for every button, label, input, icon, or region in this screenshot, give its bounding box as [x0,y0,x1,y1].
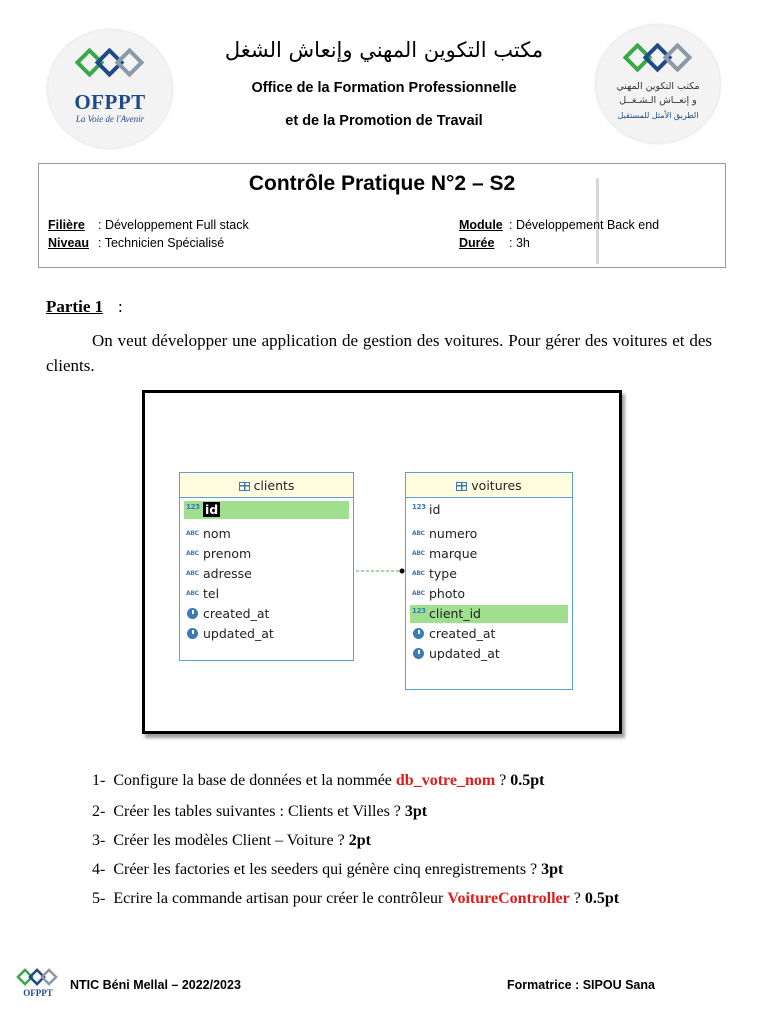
question-highlight: VoitureController [447,890,570,907]
footer-right: Formatrice : SIPOU Sana [507,978,655,992]
module-value: : Développement Back end [509,218,660,232]
duree-value: : 3h [509,236,530,250]
text-type-icon: ABC [186,530,199,537]
duree-label: Durée [459,236,495,250]
question-points: 0.5pt [510,772,545,789]
niveau-value: : Technicien Spécialisé [98,236,225,250]
clock-icon [413,628,424,639]
question-text: Configure la base de données et la nommée [113,772,396,789]
text-type-icon: ABC [412,570,425,577]
field-row-tel [184,585,349,603]
ofppt-logo-left [48,30,172,148]
field-row-nom [184,525,349,543]
part-title: Partie 1 [46,297,104,316]
field-name: updated_at [429,646,500,661]
ofppt-diamonds-icon [623,43,693,77]
field-row-id [410,501,568,519]
clients-table-header [180,473,353,498]
question-text: Créer les factories et les seeders qui génère cinq enregistrements ? [113,861,542,878]
niveau-label: Niveau [48,236,89,250]
number-type-icon: 123 [186,503,200,511]
intro-paragraph: On veut développer une application de gestion des voitures. Pour gérer des voitures et des clients. [46,331,712,375]
question-5 [92,890,619,908]
module-label: Module [459,218,503,232]
field-name: id [205,502,219,517]
footer-logo-icon [16,968,60,988]
text-type-icon: ABC [412,530,425,537]
field-row-prenom [184,545,349,563]
field-name: type [429,566,457,581]
footer-left: NTIC Béni Mellal – 2022/2023 [70,978,241,992]
clients-table [179,472,354,661]
database-diagram [142,390,622,734]
field-row-client_id [410,605,568,623]
question-4 [92,861,563,879]
ofppt-diamonds-icon [75,48,145,82]
number-type-icon: 123 [412,607,426,615]
question-number: 3- [92,832,106,849]
filiere-label: Filière [48,218,85,232]
question-suffix: ? [495,772,511,789]
text-type-icon: ABC [186,590,199,597]
field-row-numero [410,525,568,543]
field-name: photo [429,586,466,601]
question-points: 0.5pt [584,890,620,907]
office-title-line1: Office de la Formation Professionnelle [251,80,517,96]
question-points: 2pt [348,832,371,849]
question-number: 2- [92,803,106,820]
field-row-id [184,501,349,519]
voitures-table-header [406,473,572,498]
field-row-adresse [184,565,349,583]
question-number: 5- [92,890,106,907]
table-icon [239,482,250,491]
text-type-icon: ABC [186,570,199,577]
field-name: numero [429,526,478,541]
clock-icon [413,648,424,659]
footer-logo-text: OFPPT [23,988,53,998]
field-row-photo [410,585,568,603]
question-text: Ecrire la commande artisan pour créer le contrôleur [113,890,448,907]
field-row-marque [410,545,568,563]
field-name: client_id [429,606,481,621]
question-number: 4- [92,861,106,878]
table-icon [456,482,467,491]
field-name: tel [203,586,220,601]
clock-icon [187,628,198,639]
question-points: 3pt [404,803,428,820]
number-type-icon: 123 [412,503,426,511]
relation-connector [354,567,406,575]
field-row-created_at [410,625,568,643]
field-name: id [429,502,441,517]
arabic-office-title: مكتب التكوين المهني وإنعاش الشغل [224,38,544,62]
ofppt-tagline: La Voie de l'Avenir [75,114,145,124]
clients-table-title: clients [253,478,295,493]
field-name: marque [429,546,478,561]
text-type-icon: ABC [186,550,199,557]
field-row-created_at [184,605,349,623]
ofppt-logo-right [596,25,720,143]
question-suffix: ? [569,890,585,907]
question-points: 3pt [541,861,564,878]
niveau-field [48,236,89,250]
clock-icon [187,608,198,619]
question-3 [92,832,371,850]
module-field [459,218,503,232]
filiere-value: : Développement Full stack [98,218,249,232]
part-colon: : [118,297,123,316]
field-row-type [410,565,568,583]
field-name: updated_at [203,626,274,641]
right-logo-line2: و إنعــاش الـشـغــل [619,95,697,106]
duree-field [459,236,494,250]
field-name: created_at [429,626,496,641]
voitures-table-title: voitures [471,478,522,493]
question-2 [92,803,427,821]
question-number: 1- [92,772,106,789]
right-logo-line1: مكتب التكوين المهني [616,81,700,92]
field-name: created_at [203,606,270,621]
question-1 [92,772,545,790]
field-row-updated_at [410,645,568,663]
text-type-icon: ABC [412,590,425,597]
exam-title: Contrôle Pratique N°2 – S2 [248,172,516,195]
field-row-updated_at [184,625,349,643]
right-logo-tagline: الطريق الأمثل للمستقبل [617,111,699,120]
office-title-line2: et de la Promotion de Travail [285,113,483,129]
voitures-table [405,472,573,690]
field-name: nom [203,526,231,541]
question-text: Créer les modèles Client – Voiture ? [113,832,349,849]
filiere-field [48,218,85,232]
text-type-icon: ABC [412,550,425,557]
question-highlight: db_votre_nom [395,772,496,789]
ofppt-logo-text: OFPPT [74,90,146,114]
field-name: prenom [203,546,252,561]
field-name: adresse [203,566,252,581]
question-text: Créer les tables suivantes : Clients et Villes ? [113,803,405,820]
